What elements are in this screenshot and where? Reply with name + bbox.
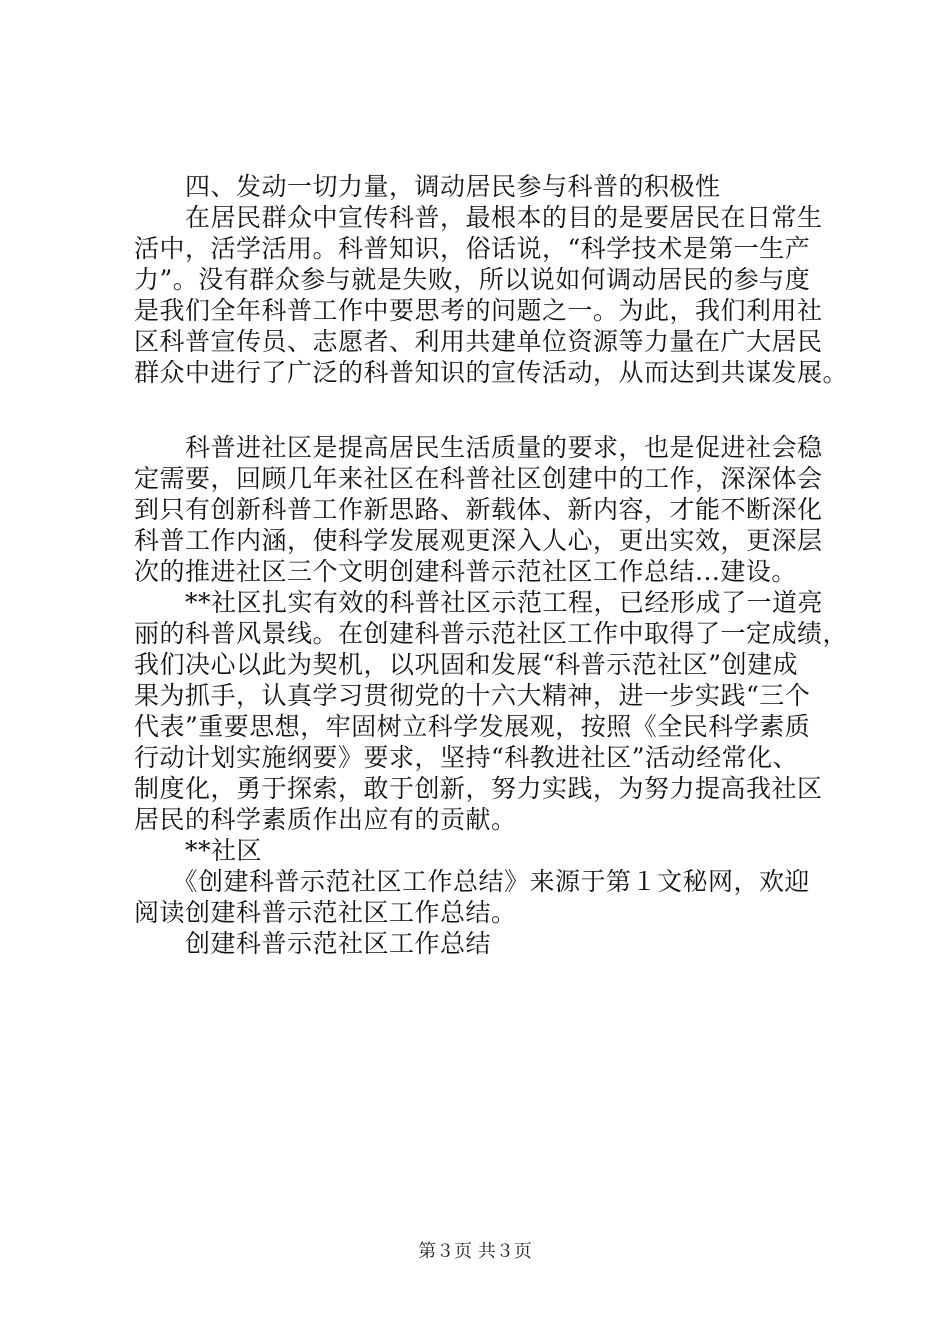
paragraph-line: 行动计划实施纲要》要求，坚持“科教进社区”活动经常化、: [134, 743, 799, 772]
paragraph-line: 制度化，勇于探索，敢于创新，努力实践，为努力提高我社区: [134, 774, 823, 803]
paragraph-line: 在居民群众中宣传科普，最根本的目的是要居民在日常生: [134, 203, 823, 232]
paragraph-line: 定需要，回顾几年来社区在科普社区创建中的工作，深深体会: [134, 464, 823, 493]
paragraph-demonstration-project: [134, 587, 854, 835]
paragraph-line: 次的推进社区三个文明创建科普示范社区工作总结...建设。: [134, 557, 797, 586]
paragraph-line: 丽的科普风景线。在创建科普示范社区工作中取得了一定成绩，: [134, 619, 849, 648]
paragraph-line: **社区扎实有效的科普社区示范工程，已经形成了一道亮: [134, 588, 824, 617]
page-number-footer: 第３页 共３页: [418, 1241, 532, 1262]
source-note: [134, 866, 854, 928]
paragraph-line: 是我们全年科普工作中要思考的问题之一。为此，我们利用社: [134, 296, 823, 325]
paragraph-line: 科普工作内涵，使科学发展观更深入人心，更出实效，更深层: [134, 526, 823, 555]
source-note-line: 阅读创建科普示范社区工作总结。: [134, 898, 517, 927]
paragraph-line: 力”。没有群众参与就是失败，所以说如何调动居民的参与度: [134, 265, 811, 294]
paragraph-line: 到只有创新科普工作新思路、新载体、新内容，才能不断深化: [134, 495, 823, 524]
paragraph-line: 我们决心以此为契机，以巩固和发展“科普示范社区”创建成: [134, 650, 799, 679]
paragraph-community-participation: [134, 202, 854, 388]
paragraph-line: 群众中进行了广泛的科普知识的宣传活动，从而达到共谋发展。: [134, 358, 849, 387]
source-note-line: 《创建科普示范社区工作总结》来源于第１文秘网，欢迎: [134, 867, 811, 896]
paragraph-line: 代表”重要思想，牢固树立科学发展观，按照《全民科学素质: [134, 712, 811, 741]
paragraph-line: 居民的科学素质作出应有的贡献。: [134, 805, 517, 834]
paragraph-line: 果为抓手，认真学习贯彻党的十六大精神，进一步实践“三个: [134, 681, 811, 710]
document-body: [134, 171, 854, 959]
closing-title: 创建科普示范社区工作总结: [134, 929, 492, 958]
signature: **社区: [134, 836, 263, 865]
paragraph-line: 活中，活学活用。科普知识，俗话说，“科学技术是第一生产: [134, 234, 811, 263]
section-heading: 四、发动一切力量，调动居民参与科普的积极性: [134, 172, 721, 201]
paragraph-line: 区科普宣传员、志愿者、利用共建单位资源等力量在广大居民: [134, 327, 823, 356]
paragraph-spacer: [134, 388, 854, 432]
paragraph-science-in-community: [134, 432, 854, 587]
paragraph-line: 科普进社区是提高居民生活质量的要求，也是促进社会稳: [134, 433, 823, 462]
